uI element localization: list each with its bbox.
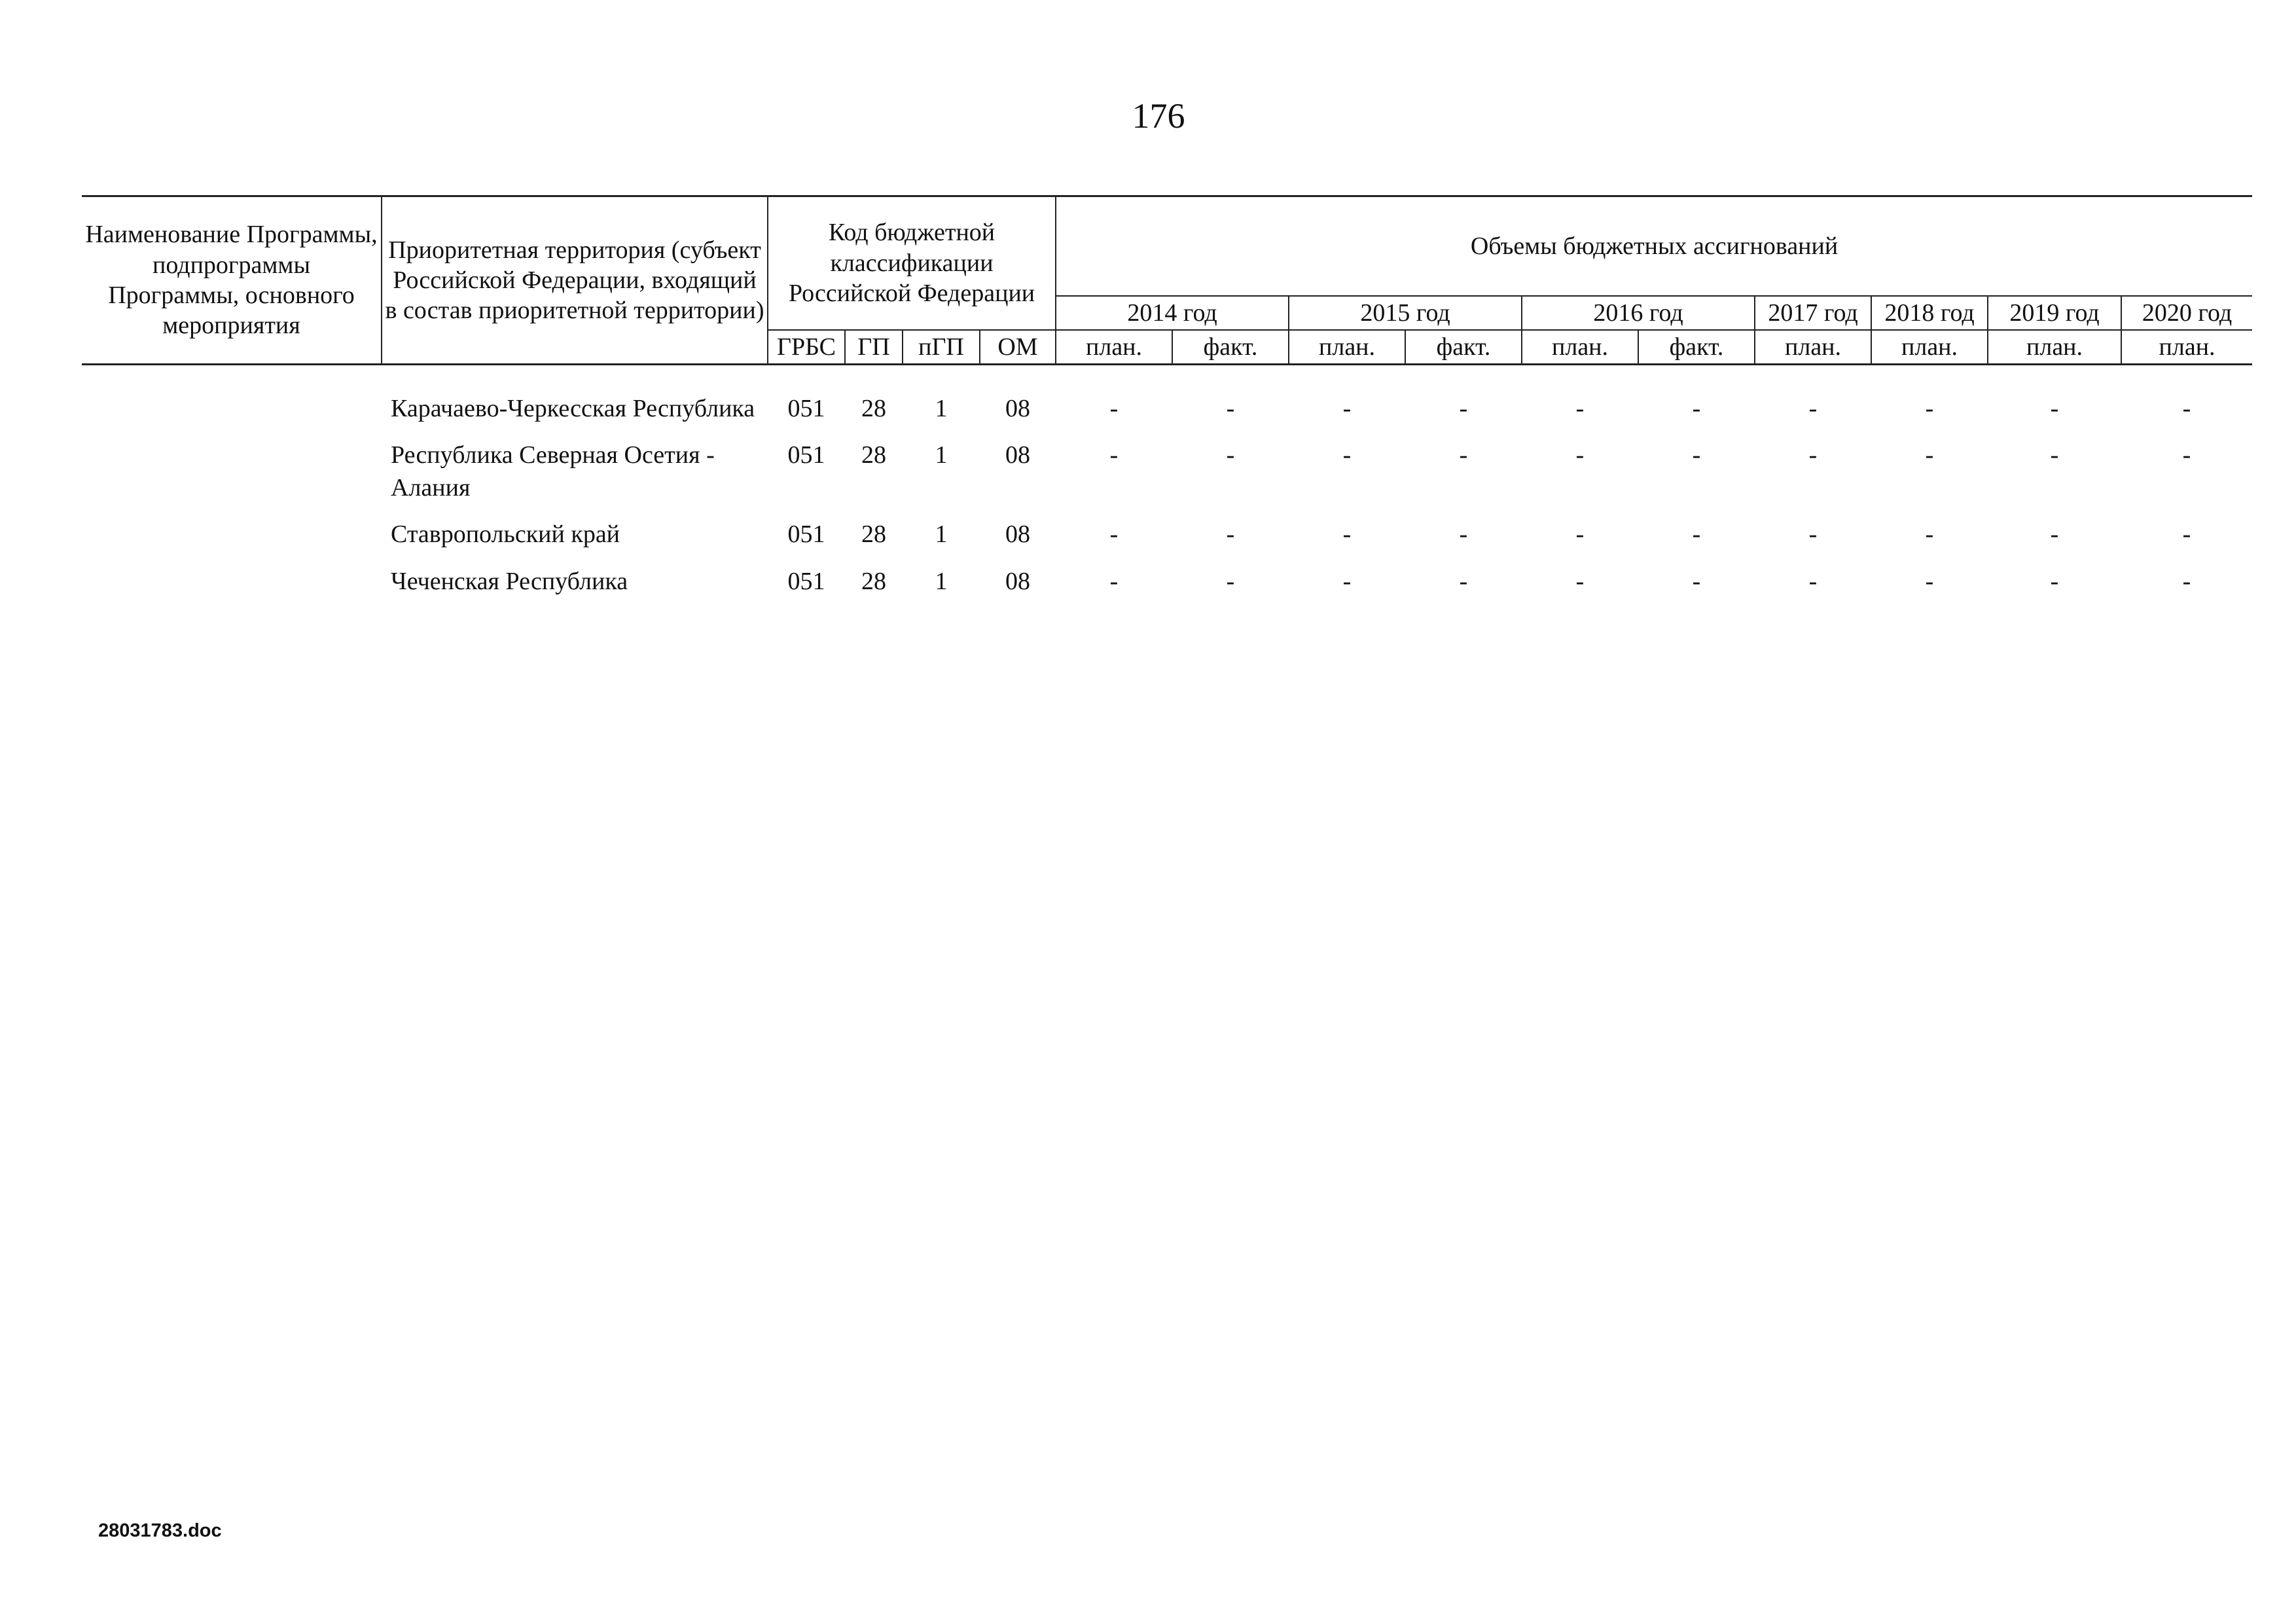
row-value: - [1808, 441, 1818, 469]
row-pgp: 1 [935, 567, 948, 595]
col-header-year-2015: 2015 год [1289, 296, 1522, 330]
row-value: - [2182, 567, 2191, 595]
row-value: - [1692, 441, 1701, 469]
col-header-year-2019: 2019 год [1988, 296, 2121, 330]
row-value: - [1575, 395, 1585, 422]
row-gp: 28 [861, 395, 886, 422]
col-header-code-group: Код бюджетной классификации Российской Федерации [768, 196, 1056, 330]
row-value: - [2182, 395, 2191, 422]
row-value: - [2182, 441, 2191, 469]
row-territory: Чеченская Республика [391, 567, 628, 595]
row-pgp: 1 [935, 520, 948, 549]
row-territory: Ставропольский край [391, 520, 620, 549]
row-value: - [1459, 395, 1468, 422]
col-header-2018-plan: план. [1871, 330, 1988, 365]
col-header-territory: Приоритетная территория (субъект Российской Федерации, входящий в состав приоритетной территории) [382, 196, 768, 365]
row-grbs: 051 [787, 520, 825, 549]
row-gp: 28 [861, 520, 886, 549]
row-value: - [1342, 395, 1352, 422]
row-value: - [1692, 520, 1701, 549]
row-value: - [1575, 567, 1585, 595]
row-value: - [1925, 567, 1934, 595]
row-gp: 28 [861, 441, 886, 469]
row-om: 08 [1005, 520, 1030, 549]
row-gp: 28 [861, 567, 886, 595]
budget-table-body [82, 393, 2252, 612]
col-header-2020-plan: план. [2121, 330, 2252, 365]
row-om: 08 [1005, 395, 1030, 422]
row-value: - [1342, 520, 1352, 549]
table-row [82, 519, 2252, 565]
col-header-2017-plan: план. [1755, 330, 1871, 365]
row-om: 08 [1005, 441, 1030, 469]
row-pgp: 1 [935, 441, 948, 469]
row-territory: Республика Северная Осетия - Алания [391, 441, 715, 501]
row-value: - [1808, 567, 1818, 595]
col-header-grbs: ГРБС [768, 330, 845, 365]
col-header-om: ОМ [980, 330, 1056, 365]
row-grbs: 051 [787, 567, 825, 595]
row-value: - [2050, 395, 2059, 422]
row-value: - [1226, 567, 1235, 595]
row-grbs: 051 [787, 441, 825, 469]
row-value: - [1692, 567, 1701, 595]
row-value: - [2050, 441, 2059, 469]
row-value: - [1226, 441, 1235, 469]
col-header-2014-plan: план. [1056, 330, 1172, 365]
row-value: - [1575, 441, 1585, 469]
col-header-2014-fact: факт. [1172, 330, 1289, 365]
row-value: - [1109, 520, 1119, 549]
row-value: - [1459, 441, 1468, 469]
col-header-2015-plan: план. [1289, 330, 1405, 365]
row-value: - [1109, 395, 1119, 422]
row-territory: Карачаево-Черкесская Республика [391, 395, 755, 422]
row-value: - [1109, 441, 1119, 469]
table-row [82, 566, 2252, 612]
row-value: - [1342, 441, 1352, 469]
row-value: - [1109, 567, 1119, 595]
table-row [82, 393, 2252, 439]
row-name-cell [82, 393, 382, 439]
row-value: - [1226, 520, 1235, 549]
col-header-2015-fact: факт. [1405, 330, 1522, 365]
col-header-volumes: Объемы бюджетных ассигнований [1056, 196, 2252, 296]
col-header-gp: ГП [845, 330, 903, 365]
col-header-name: Наименование Программы, подпрограммы Программы, основного мероприятия [82, 196, 382, 365]
row-pgp: 1 [935, 395, 948, 422]
col-header-pgp: пГП [903, 330, 980, 365]
row-value: - [1925, 441, 1934, 469]
col-header-year-2018: 2018 год [1871, 296, 1988, 330]
row-om: 08 [1005, 567, 1030, 595]
table-row [82, 439, 2252, 519]
row-name-cell [82, 519, 382, 565]
row-value: - [1342, 567, 1352, 595]
row-grbs: 051 [787, 395, 825, 422]
row-value: - [1808, 395, 1818, 422]
row-value: - [1575, 520, 1585, 549]
row-value: - [2050, 520, 2059, 549]
col-header-year-2014: 2014 год [1056, 296, 1289, 330]
row-value: - [1808, 520, 1818, 549]
col-header-2019-plan: план. [1988, 330, 2121, 365]
row-value: - [2050, 567, 2059, 595]
row-name-cell [82, 566, 382, 612]
row-value: - [2182, 520, 2191, 549]
col-header-year-2020: 2020 год [2121, 296, 2252, 330]
row-name-cell [82, 439, 382, 519]
page-number: 176 [1132, 96, 1185, 136]
row-value: - [1459, 520, 1468, 549]
row-value: - [1459, 567, 1468, 595]
row-value: - [1692, 395, 1701, 422]
row-value: - [1925, 395, 1934, 422]
document-file-reference: 28031783.doc [98, 1520, 222, 1541]
budget-table-header [82, 195, 2252, 365]
col-header-year-2017: 2017 год [1755, 296, 1871, 330]
col-header-2016-plan: план. [1522, 330, 1638, 365]
row-value: - [1925, 520, 1934, 549]
col-header-2016-fact: факт. [1638, 330, 1755, 365]
row-value: - [1226, 395, 1235, 422]
col-header-year-2016: 2016 год [1522, 296, 1755, 330]
